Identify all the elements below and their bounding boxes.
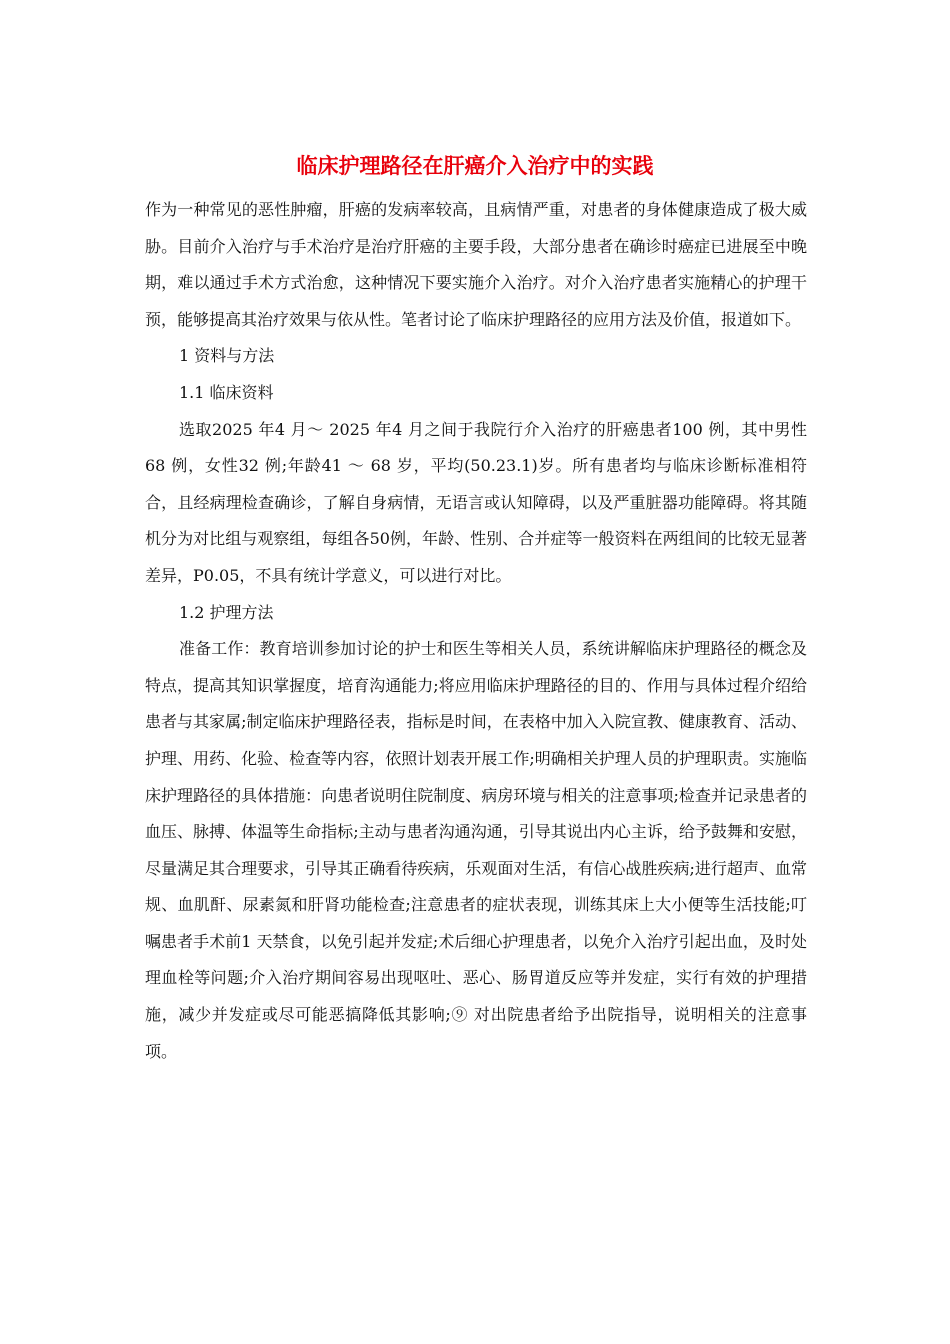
nursing-methods-paragraph: 准备工作：教育培训参加讨论的护士和医生等相关人员，系统讲解临床护理路径的概念及特点，提高其知识掌握度，培育沟通能力;将应用临床护理路径的目的、作用与具体过程介绍给患者与其家属;制定临床护理路径表，指标是时间，在表格中加入入院宣教、健康教育、活动、护理、用药、化验、检查等内容，依照计划表开展工作;明确相关护理人员的护理职责。实施临床护理路径的具体措施：向患者说明住院制度、病房环境与相关的注意事项;检查并记录患者的血压、脉搏、体温等生命指标;主动与患者沟通沟通，引导其说出内心主诉，给予鼓舞和安慰，尽量满足其合理要求，引导其正确看待疾病，乐观面对生活，有信心战胜疾病;进行超声、血常规、血肌酐、尿素氮和肝肾功能检查;注意患者的症状表现，训练其床上大小便等生活技能;叮嘱患者手术前1 天禁食，以免引起并发症;术后细心护理患者，以免介入治疗引起出血，及时处理血栓等问题;介入治疗期间容易出现呕吐、恶心、肠胃道反应等并发症，实行有效的护理措施，减少并发症或尽可能恶搞降低其影响;⑨ 对出院患者给予出院指导，说明相关的注意事项。 (145, 639, 807, 1061)
section-heading-materials-methods: 1 资料与方法 (179, 346, 275, 366)
subsection-heading-clinical-data: 1.1 临床资料 (179, 382, 274, 402)
intro-paragraph: 作为一种常见的恶性肿瘤，肝癌的发病率较高，且病情严重，对患者的身体健康造成了极大威胁。目前介入治疗与手术治疗是治疗肝癌的主要手段，大部分患者在确诊时癌症已进展至中晚期，难以通过手术方式治愈，这种情况下要实施介入治疗。对介入治疗患者实施精心的护理干预，能够提高其治疗效果与依从性。笔者讨论了临床护理路径的应用方法及价值，报道如下。 (145, 200, 807, 329)
document-title: 临床护理路径在肝癌介入治疗中的实践 (296, 153, 654, 178)
clinical-data-paragraph: 选取2025 年4 月～ 2025 年4 月之间于我院行介入治疗的肝癌患者100 例，其中男性68 例，女性32 例;年龄41 ～ 68 岁，平均(50.23.1)岁。所有患者均与临床诊断标准相符合，且经病理检查确诊，了解自身病情，无语言或认知障碍，以及严重脏器功能障碍。将其随机分为对比组与观察组，每组各50例，年龄、性别、合并症等一般资料在两组间的比较无显著差异，P0.05，不具有统计学意义，可以进行对比。 (145, 419, 807, 585)
document-body (145, 192, 807, 1070)
subsection-heading-nursing-methods: 1.2 护理方法 (179, 602, 274, 622)
